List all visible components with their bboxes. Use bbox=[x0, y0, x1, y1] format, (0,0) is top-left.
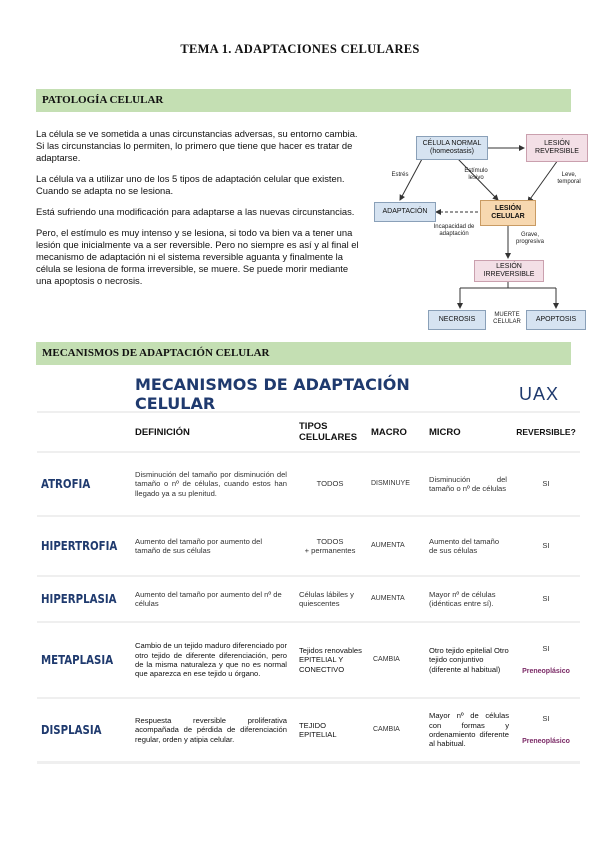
row-macro: AUMENTA bbox=[371, 595, 405, 603]
paragraph: Pero, el estímulo es muy intenso y se lesiona, si todo va bien va a tener una lesión que inicialmente va a ser reversible. Pero no siempre es así y al final el mecanismo de adaptación ni el sistema reversible aguanta y finalmente la célula se lesiona de forma irreversible, se muere. Se puede morir mediante una apoptosis o necrosis. bbox=[36, 227, 359, 286]
row-macro: DISMINUYE bbox=[371, 480, 410, 488]
row-tipos bbox=[295, 517, 365, 575]
row-reversible-value: SI bbox=[542, 643, 550, 653]
row-reversible-value: SI bbox=[542, 713, 550, 723]
row-micro: Mayor nº de células (idénticas entre sí). bbox=[429, 589, 496, 608]
row-definition: Disminución del tamaño por disminución del tamaño o nº de células, cuando estos han llegado ya a su plenitud. bbox=[135, 469, 287, 498]
row-macro: CAMBIA bbox=[373, 726, 400, 734]
row-name: HIPERPLASIA bbox=[41, 592, 117, 606]
row-name: HIPERTROFIA bbox=[41, 539, 118, 553]
intro-text bbox=[36, 128, 364, 296]
table-row bbox=[37, 517, 580, 575]
row-definition: Aumento del tamaño por aumento del tamaño de sus células bbox=[135, 536, 263, 555]
header-reversible: REVERSIBLE? bbox=[516, 426, 576, 437]
row-micro: Mayor nº de células con formas y ordenamiento diferente al habitual. bbox=[429, 711, 509, 749]
uax-logo: UAX bbox=[519, 383, 560, 404]
row-reversible: SI bbox=[542, 541, 550, 551]
row-macro: CAMBIA bbox=[373, 656, 400, 664]
preneoplastic-note: Preneoplásico bbox=[522, 738, 570, 745]
paragraph: Está sufriendo una modificación para adaptarse a las nuevas circunstancias. bbox=[36, 206, 355, 217]
row-tipos-line1: TODOS bbox=[316, 536, 344, 546]
paragraph: La célula va a utilizar uno de los 5 tipos de adaptación celular que existen. Cuando se adapta no se lesiona. bbox=[36, 173, 345, 196]
necrosis-box: NECROSIS bbox=[428, 310, 486, 330]
row-micro: Disminución del tamaño o nº de células bbox=[429, 474, 507, 493]
header-tipos: TIPOS CELULARES bbox=[299, 421, 358, 443]
label-leve: Leve, temporal bbox=[557, 172, 581, 185]
adaptation-box: ADAPTACIÓN bbox=[374, 202, 436, 222]
row-definition: Respuesta reversible proliferativa acompañada de pérdida de diferenciación regular, orden y atipia celular. bbox=[135, 715, 287, 744]
reversible-injury-box: LESIÓN REVERSIBLE bbox=[526, 134, 588, 162]
table-row bbox=[37, 453, 580, 515]
row-reversible: SI bbox=[542, 479, 550, 489]
section-heading-mecanismos: MECANISMOS DE ADAPTACIÓN CELULAR bbox=[36, 342, 571, 365]
label-incapacidad: Incapacidad de adaptación bbox=[433, 224, 475, 237]
label-estres: Estrés bbox=[391, 172, 409, 178]
row-definition: Cambio de un tejido maduro diferenciado por otro tejido de diferente diferenciación, pero de la misma naturaleza y que no es normal que aparezca en ese tejido u órgano. bbox=[135, 641, 287, 679]
adaptation-table bbox=[37, 377, 580, 764]
table-row bbox=[37, 699, 580, 761]
row-tipos: Células lábiles y quiescentes bbox=[299, 589, 354, 608]
cell-injury-box: LESIÓN CELULAR bbox=[480, 200, 536, 226]
normal-cell-label: CÉLULA NORMAL bbox=[422, 140, 482, 147]
table-title-row bbox=[37, 377, 580, 411]
table-row bbox=[37, 623, 580, 697]
table-header-row bbox=[37, 413, 580, 451]
row-tipos-line2: + permanentes bbox=[304, 546, 356, 555]
table-title: MECANISMOS DE ADAPTACIÓN CELULAR bbox=[135, 375, 410, 413]
header-micro: MICRO bbox=[429, 426, 461, 438]
row-reversible: SI bbox=[542, 594, 550, 604]
cell-injury-diagram bbox=[370, 128, 592, 336]
row-macro: AUMENTA bbox=[371, 542, 405, 550]
row-reversible bbox=[513, 623, 579, 697]
normal-cell-sub: (homeostasis) bbox=[430, 148, 474, 155]
table-row bbox=[37, 577, 580, 621]
row-tipos: TODOS bbox=[316, 479, 344, 489]
document-title: TEMA 1. ADAPTACIONES CELULARES bbox=[180, 42, 420, 56]
row-tipos: TEJIDO EPITELIAL bbox=[299, 720, 337, 739]
row-micro: Aumento del tamaño de sus células bbox=[429, 536, 500, 555]
apoptosis-box: APOPTOSIS bbox=[526, 310, 586, 330]
paragraph: La célula se ve sometida a unas circunstancias adversas, su entorno cambia. Si las circunstancias lo permiten, lo primero que tiene que hacer es tratar de adaptarse. bbox=[36, 128, 358, 163]
row-name: ATROFIA bbox=[41, 477, 91, 491]
irreversible-injury-box: LESIÓN IRREVERSIBLE bbox=[474, 260, 544, 282]
preneoplastic-note: Preneoplásico bbox=[522, 668, 570, 675]
row-tipos: Tejidos renovables EPITELIAL Y CONECTIVO bbox=[299, 645, 362, 674]
section-heading-patologia: PATOLOGÍA CELULAR bbox=[36, 89, 571, 112]
header-macro: MACRO bbox=[371, 426, 407, 438]
row-micro: Otro tejido epitelial Otro tejido conjuntivo (diferente al habitual) bbox=[429, 645, 509, 674]
label-grave: Grave, progresiva bbox=[515, 232, 544, 245]
label-muerte: MUERTE CELULAR bbox=[493, 312, 521, 325]
header-definicion: DEFINICIÓN bbox=[135, 426, 190, 438]
row-definition: Aumento del tamaño por aumento del nº de células bbox=[135, 589, 282, 608]
row-reversible bbox=[513, 699, 579, 761]
row-name: DISPLASIA bbox=[41, 723, 102, 737]
row-name: METAPLASIA bbox=[41, 653, 114, 667]
normal-cell-box bbox=[416, 136, 488, 160]
label-estimulo: Estímulo lesivo bbox=[464, 168, 488, 181]
